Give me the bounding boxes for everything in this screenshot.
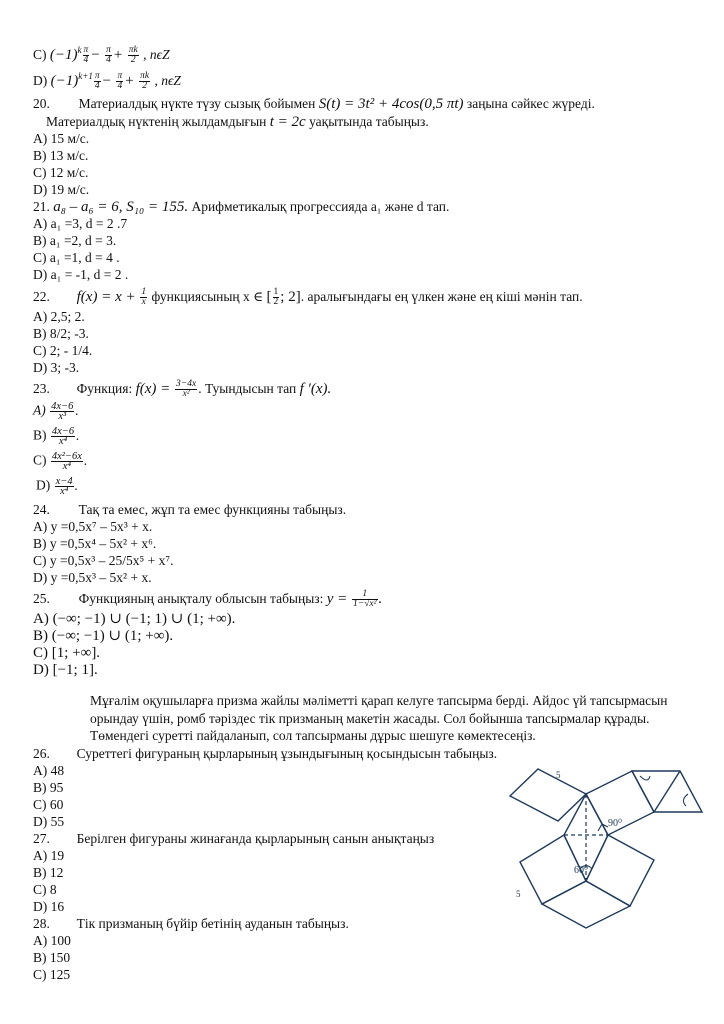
q24-option-d: D) y =0,5x³ – 5x² + x.: [33, 570, 152, 585]
q23-option-d-formula: $\frac{x-4}{\text{x⁴}}$ .: [55, 476, 78, 497]
q25-option-a: A) (−∞; −1) ∪ (−1; 1) ∪ (1; +∞).: [33, 611, 236, 627]
q24-stem: 24. Тақ та емес, жұп та емес функцияны табыңыз.: [33, 502, 347, 517]
q27-option-d: D) 16: [33, 899, 65, 914]
q28-option-a: A) 100: [33, 933, 71, 948]
q22-stem: 22. f(x) = x + $\frac{1}{x}$ функциясының x ∈ [ $\frac{1}{2}$ ; 2]. аралығындағы ең үлкен және ең кіші мәнін тап.: [33, 287, 583, 307]
q20-option-a: A) 15 м/с.: [33, 131, 90, 146]
q19-option-c: C) $(-1)^k$ $\frac{\pi}{4}$ − $\frac{\pi}{4}$ + $\frac{\pi k}{2}$ , nϵZ: [33, 44, 170, 65]
q22-option-b: B) 8/2; -3.: [33, 326, 89, 341]
q25-stem: 25. Функцияның анықталу облысын табыңыз: y = $\frac{1}{\text{1−√x²}}$ .: [33, 589, 383, 609]
net-face-bottom: [542, 881, 630, 928]
q26-stem: 26. Суреттегі фигураның қырларының ұзындығының қосындысын табыңыз.: [33, 746, 498, 761]
angle-arc-right-rhombus: [683, 794, 688, 806]
q21-option-d: D) a₁ = -1, d = 2 .: [33, 267, 129, 282]
q24-option-c: C) y =0,5x³ – 25/5x⁵ + x⁷.: [33, 553, 174, 568]
angle-arc-top-rhombus: [640, 776, 650, 780]
q27-option-b: B) 12: [33, 865, 64, 880]
q26-option-c: C) 60: [33, 797, 64, 812]
q23-option-c-formula: $\frac{\text{4x²−6x}}{\text{x⁴}}$ .: [51, 451, 88, 472]
q19-option-d: D) $(-1)^{k+1}$ $\frac{\pi}{4}$ − $\frac{\pi}{4}$ + $\frac{\pi k}{2}$ , nϵZ: [33, 70, 181, 91]
q20-stem-line2: Материалдық нүктенің жылдамдығын t = 2c уақытында табыңыз.: [46, 114, 429, 130]
q19-option-d-formula: $(-1)^{k+1}$ $\frac{\pi}{4}$ − $\frac{\pi}{4}$ + $\frac{\pi k}{2}$: [50, 70, 150, 91]
q21-option-c: C) a₁ =1, d = 4 .: [33, 250, 120, 265]
q23-option-a-formula: $\frac{4x-6}{\text{x³}}$ .: [51, 401, 79, 422]
q23-stem: 23. Функция: f(x) = $\frac{3-4x}{\text{x²}}$ . Туындысын тап f ′(x).: [33, 379, 332, 399]
q28-option-c: C) 125: [33, 967, 71, 982]
prism-net-figure: [502, 764, 714, 930]
net-top-right-diagonal: [654, 771, 680, 812]
q26-option-a: A) 48: [33, 763, 65, 778]
q26-option-d: D) 55: [33, 814, 65, 829]
q20-stem-line1: 20. Материалдық нүкте түзу сызық бойымен S(t) = 3t² + 4cos(0,5 πt) заңына сәйкес жүреді.: [33, 96, 595, 112]
q22-function: f(x) = x + $\frac{1}{x}$: [76, 287, 147, 307]
q23-option-d: D) $\frac{x-4}{\text{x⁴}}$ .: [36, 476, 78, 497]
q20-option-c: C) 12 м/с.: [33, 165, 89, 180]
q24-option-b: B) y =0,5x⁴ – 5x² + x⁶.: [33, 536, 157, 551]
q23-option-c: C) $\frac{\text{4x²−6x}}{\text{x⁴}}$ .: [33, 451, 88, 472]
q28-stem: 28. Тік призманың бүйір бетінің ауданын табыңыз.: [33, 916, 349, 931]
q23-option-b: B) $\frac{4x-6}{\text{x⁴}}$ .: [33, 426, 80, 447]
q27-stem: 27. Берілген фигураны жинағанда қырларының санын анықтаңыз: [33, 831, 435, 846]
q24-option-a: A) y =0,5x⁷ – 5x³ + x.: [33, 519, 153, 534]
q25-option-b: B) (−∞; −1) ∪ (1; +∞).: [33, 628, 174, 644]
q26-option-b: B) 95: [33, 780, 64, 795]
q25-option-c: C) [1; +∞].: [33, 645, 101, 661]
label-side-top: 5: [556, 770, 561, 780]
q23-option-b-formula: $\frac{4x-6}{\text{x⁴}}$ .: [51, 426, 80, 447]
q21-stem: 21. a₈ – a₆ = 6, S₁₀ = 155. Арифметикалық прогрессияда a₁ және d тап.: [33, 199, 450, 215]
net-face-lower-right: [586, 835, 654, 906]
q25-option-d: D) [−1; 1].: [33, 662, 98, 678]
q21-option-a: A) a₁ =3, d = 2 .7: [33, 216, 128, 231]
q25-function: y = $\frac{1}{\text{1−√x²}}$ .: [326, 589, 383, 609]
prism-task-intro: Мұғалім оқушыларға призма жайлы мәліметті қарап келуге тапсырма берді. Айдос үй тапсырмасын орындау үшін, ромб тәріздес тік призманың макетін жасады. Сол бойынша тапсырмалар құрады. Төмендегі суретті пайдаланып, сол тапсырманы дұрыс шешуге көмектесеңіз.: [90, 693, 668, 743]
q23-function: f(x) = $\frac{3-4x}{\text{x²}}$: [135, 379, 197, 399]
q22-option-d: D) 3; -3.: [33, 360, 80, 375]
q19-option-c-formula: $(-1)^k$ $\frac{\pi}{4}$ − $\frac{\pi}{4}$ + $\frac{\pi k}{2}$: [49, 44, 138, 65]
q27-option-c: C) 8: [33, 882, 57, 897]
q21-option-b: B) a₁ =2, d = 3.: [33, 233, 117, 248]
angle-90-marker: [598, 824, 608, 831]
q22-option-a: A) 2,5; 2.: [33, 309, 85, 324]
q22-option-c: C) 2; - 1/4.: [33, 343, 93, 358]
q20-option-b: B) 13 м/с.: [33, 148, 89, 163]
q27-option-a: A) 19: [33, 848, 65, 863]
net-face-upper-left: [510, 769, 586, 821]
q22-interval: [ $\frac{1}{2}$ ; 2]: [266, 287, 301, 307]
q23-option-a: A) $\frac{4x-6}{\text{x³}}$ .: [33, 401, 79, 422]
q20-option-d: D) 19 м/с.: [33, 182, 90, 197]
label-angle-60: 60⁰: [574, 865, 589, 876]
label-side-left: 5: [516, 889, 521, 899]
label-angle-90: 90⁰: [608, 818, 623, 829]
q28-option-b: B) 150: [33, 950, 71, 965]
